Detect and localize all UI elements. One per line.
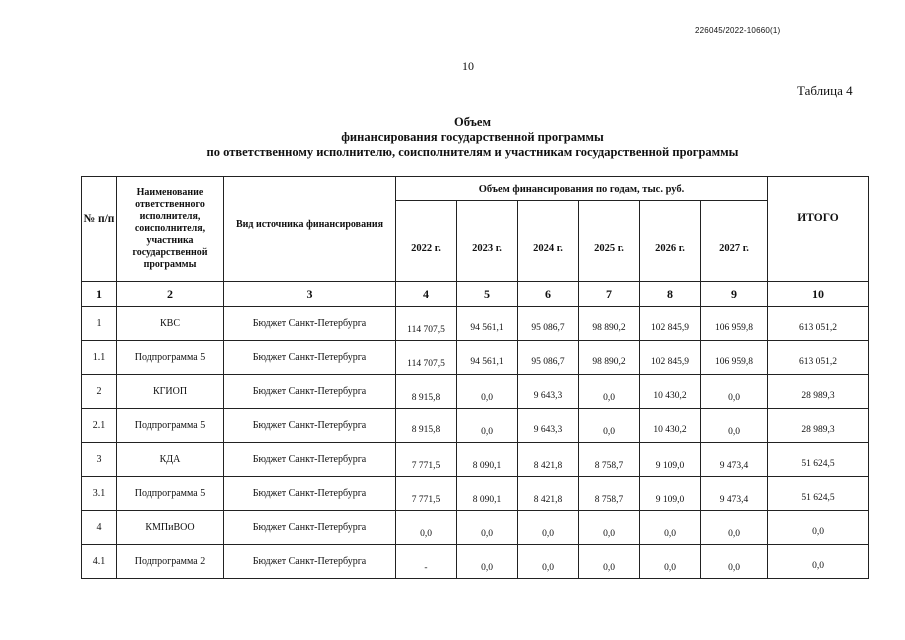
row-value: 0,0 xyxy=(457,375,518,409)
title-line-3: по ответственному исполнителю, соисполнителям и участникам государственной программы xyxy=(206,145,739,159)
row-source: Бюджет Санкт-Петербурга xyxy=(224,375,396,409)
row-value: 9 643,3 xyxy=(518,409,579,443)
row-value: 0,0 xyxy=(579,545,640,579)
row-value: 0,0 xyxy=(457,511,518,545)
row-value: 8 915,8 xyxy=(396,409,457,443)
row-name: Подпрограмма 2 xyxy=(117,545,224,579)
row-value: 8 421,8 xyxy=(518,477,579,511)
row-value: 98 890,2 xyxy=(579,341,640,375)
row-value: 0,0 xyxy=(701,545,768,579)
row-source: Бюджет Санкт-Петербурга xyxy=(224,443,396,477)
row-value: 0,0 xyxy=(701,511,768,545)
row-total: 613 051,2 xyxy=(768,341,869,375)
header-row-1 xyxy=(82,177,869,201)
row-value: 0,0 xyxy=(518,511,579,545)
table-row xyxy=(82,341,869,375)
row-num: 3.1 xyxy=(82,477,117,511)
row-value: 102 845,9 xyxy=(640,307,701,341)
row-value: 0,0 xyxy=(640,511,701,545)
row-value: 94 561,1 xyxy=(457,341,518,375)
row-value: 7 771,5 xyxy=(396,477,457,511)
table-row xyxy=(82,477,869,511)
row-source: Бюджет Санкт-Петербурга xyxy=(224,307,396,341)
row-value: 7 771,5 xyxy=(396,443,457,477)
column-number: 6 xyxy=(518,282,579,307)
row-value: 9 473,4 xyxy=(701,443,768,477)
row-source: Бюджет Санкт-Петербурга xyxy=(224,341,396,375)
row-value: 114 707,5 xyxy=(396,307,457,341)
row-source: Бюджет Санкт-Петербурга xyxy=(224,511,396,545)
row-num: 1 xyxy=(82,307,117,341)
column-number: 2 xyxy=(117,282,224,307)
row-value: 0,0 xyxy=(579,409,640,443)
row-source: Бюджет Санкт-Петербурга xyxy=(224,545,396,579)
row-value: 10 430,2 xyxy=(640,409,701,443)
financing-table xyxy=(81,176,869,579)
header-year: 2027 г. xyxy=(701,201,768,282)
row-value: 0,0 xyxy=(518,545,579,579)
row-value: - xyxy=(396,545,457,579)
page-number: 10 xyxy=(462,59,474,73)
table-row xyxy=(82,443,869,477)
table-row xyxy=(82,307,869,341)
row-value: 8 758,7 xyxy=(579,477,640,511)
row-num: 3 xyxy=(82,443,117,477)
row-value: 8 090,1 xyxy=(457,477,518,511)
row-value: 8 421,8 xyxy=(518,443,579,477)
row-value: 106 959,8 xyxy=(701,341,768,375)
column-number: 10 xyxy=(768,282,869,307)
column-number: 9 xyxy=(701,282,768,307)
row-name: Подпрограмма 5 xyxy=(117,409,224,443)
row-value: 9 473,4 xyxy=(701,477,768,511)
row-total: 0,0 xyxy=(768,545,869,579)
row-num: 4.1 xyxy=(82,545,117,579)
column-number: 8 xyxy=(640,282,701,307)
row-value: 8 915,8 xyxy=(396,375,457,409)
row-value: 114 707,5 xyxy=(396,341,457,375)
table-row xyxy=(82,375,869,409)
row-name: КГИОП xyxy=(117,375,224,409)
header-year: 2022 г. xyxy=(396,201,457,282)
header-year: 2023 г. xyxy=(457,201,518,282)
row-value: 8 758,7 xyxy=(579,443,640,477)
column-number: 7 xyxy=(579,282,640,307)
header-year: 2026 г. xyxy=(640,201,701,282)
table-row xyxy=(82,409,869,443)
row-value: 0,0 xyxy=(457,545,518,579)
header-name: Наименование ответственного исполнителя, соисполнителя, участника государственной программы xyxy=(117,177,224,282)
title-line-2: финансирования государственной программы xyxy=(341,130,604,144)
row-num: 4 xyxy=(82,511,117,545)
column-number-row xyxy=(82,282,869,307)
row-name: Подпрограмма 5 xyxy=(117,341,224,375)
header-source: Вид источника финансирования xyxy=(224,177,396,282)
row-total: 51 624,5 xyxy=(768,443,869,477)
row-value: 0,0 xyxy=(579,375,640,409)
row-total: 28 989,3 xyxy=(768,409,869,443)
header-total: ИТОГО xyxy=(768,177,869,282)
row-value: 106 959,8 xyxy=(701,307,768,341)
row-total: 28 989,3 xyxy=(768,375,869,409)
header-group: Объем финансирования по годам, тыс. руб. xyxy=(396,177,768,201)
row-total: 51 624,5 xyxy=(768,477,869,511)
row-value: 95 086,7 xyxy=(518,307,579,341)
row-name: КДА xyxy=(117,443,224,477)
row-source: Бюджет Санкт-Петербурга xyxy=(224,409,396,443)
row-value: 9 109,0 xyxy=(640,443,701,477)
row-total: 613 051,2 xyxy=(768,307,869,341)
header-year: 2024 г. xyxy=(518,201,579,282)
row-name: КВС xyxy=(117,307,224,341)
table-row xyxy=(82,545,869,579)
row-source: Бюджет Санкт-Петербурга xyxy=(224,477,396,511)
row-value: 8 090,1 xyxy=(457,443,518,477)
row-name: КМПиВОО xyxy=(117,511,224,545)
row-name: Подпрограмма 5 xyxy=(117,477,224,511)
row-value: 10 430,2 xyxy=(640,375,701,409)
row-value: 0,0 xyxy=(579,511,640,545)
column-number: 4 xyxy=(396,282,457,307)
row-num: 2.1 xyxy=(82,409,117,443)
header-year: 2025 г. xyxy=(579,201,640,282)
table-row xyxy=(82,511,869,545)
row-value: 102 845,9 xyxy=(640,341,701,375)
row-value: 0,0 xyxy=(701,375,768,409)
row-value: 9 643,3 xyxy=(518,375,579,409)
row-value: 0,0 xyxy=(640,545,701,579)
title-line-1: Объем xyxy=(453,115,491,129)
column-number: 3 xyxy=(224,282,396,307)
header-num: № п/п xyxy=(82,177,117,282)
row-value: 0,0 xyxy=(396,511,457,545)
row-num: 1.1 xyxy=(82,341,117,375)
row-value: 98 890,2 xyxy=(579,307,640,341)
row-total: 0,0 xyxy=(768,511,869,545)
column-number: 5 xyxy=(457,282,518,307)
row-num: 2 xyxy=(82,375,117,409)
row-value: 0,0 xyxy=(457,409,518,443)
row-value: 94 561,1 xyxy=(457,307,518,341)
row-value: 9 109,0 xyxy=(640,477,701,511)
table-title xyxy=(0,115,905,160)
table-label: Таблица 4 xyxy=(797,83,853,98)
column-number: 1 xyxy=(82,282,117,307)
row-value: 0,0 xyxy=(701,409,768,443)
row-value: 95 086,7 xyxy=(518,341,579,375)
document-id: 226045/2022-10660(1) xyxy=(695,26,781,35)
